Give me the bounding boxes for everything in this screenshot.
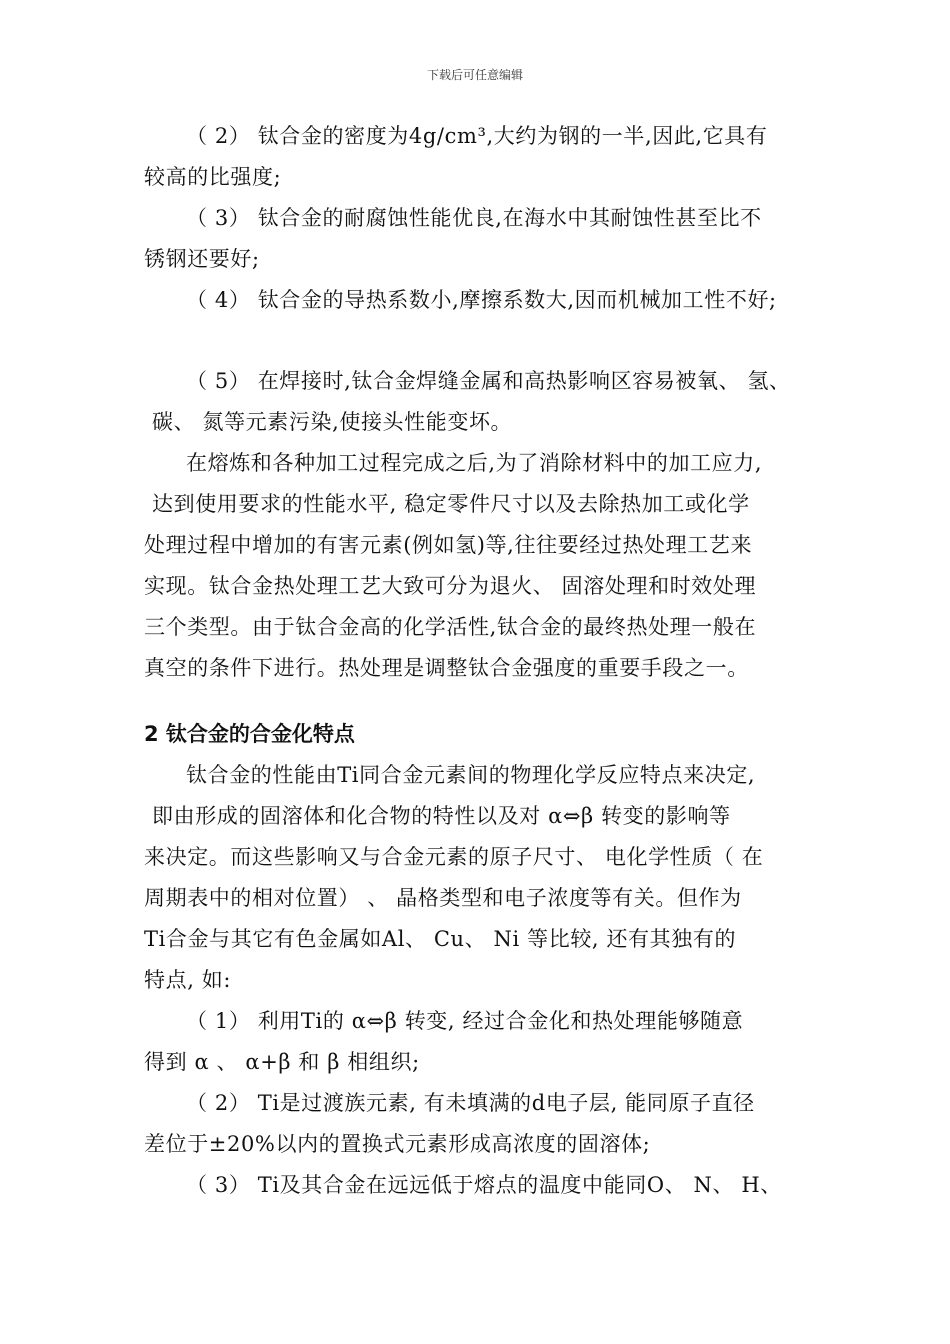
paragraph-line: （ 3） Ti及其合金在远远低于熔点的温度中能同O、 N、 H、 — [186, 1173, 782, 1197]
paragraph-line: 碳、 氮等元素污染,使接头性能变坏。 — [152, 410, 513, 434]
paragraph-line: 锈钢还要好; — [144, 247, 260, 271]
paragraph-line: 钛合金的性能由Ti同合金元素间的物理化学反应特点来决定, — [186, 763, 756, 787]
section-heading: 2 钛合金的合金化特点 — [144, 722, 355, 746]
paragraph-line: 差位于±20%以内的置换式元素形成高浓度的固溶体; — [144, 1132, 651, 1156]
paragraph-line: 周期表中的相对位置） 、 晶格类型和电子浓度等有关。但作为 — [144, 886, 742, 910]
paragraph-line: （ 5） 在焊接时,钛合金焊缝金属和高热影响区容易被氧、 氢、 — [186, 369, 791, 393]
paragraph-line: （ 4） 钛合金的导热系数小,摩擦系数大,因而机械加工性不好; — [186, 288, 777, 312]
paragraph-line: （ 2） Ti是过渡族元素, 有未填满的d电子层, 能同原子直径 — [186, 1091, 755, 1115]
paragraph-line: 在熔炼和各种加工过程完成之后,为了消除材料中的加工应力, — [186, 451, 763, 475]
paragraph-line: 达到使用要求的性能水平, 稳定零件尺寸以及去除热加工或化学 — [152, 492, 750, 516]
paragraph-line: 特点, 如: — [144, 968, 232, 992]
paragraph-line: 三个类型。由于钛合金高的化学活性,钛合金的最终热处理一般在 — [144, 615, 757, 639]
paragraph-line: Ti合金与其它有色金属如Al、 Cu、 Ni 等比较, 还有其独有的 — [144, 927, 737, 951]
paragraph-line: （ 1） 利用Ti的 α⇔β 转变, 经过合金化和热处理能够随意 — [186, 1009, 744, 1033]
paragraph-line: （ 2） 钛合金的密度为4g/cm³,大约为钢的一半,因此,它具有 — [186, 124, 768, 148]
paragraph-line: 真空的条件下进行。热处理是调整钛合金强度的重要手段之一。 — [144, 656, 749, 680]
paragraph-line: 处理过程中增加的有害元素(例如氢)等,往往要经过热处理工艺来 — [144, 533, 753, 557]
paragraph-line: 得到 α 、 α+β 和 β 相组织; — [144, 1050, 420, 1074]
paragraph-line: 较高的比强度; — [144, 165, 282, 189]
paragraph-line: 即由形成的固溶体和化合物的特性以及对 α⇔β 转变的影响等 — [152, 804, 731, 828]
page-header: 下载后可任意编辑 — [426, 68, 523, 82]
paragraph-line: 实现。钛合金热处理工艺大致可分为退火、 固溶处理和时效处理 — [144, 574, 757, 598]
paragraph-line: 来决定。而这些影响又与合金元素的原子尺寸、 电化学性质（ 在 — [144, 845, 764, 869]
paragraph-line: （ 3） 钛合金的耐腐蚀性能优良,在海水中其耐蚀性甚至比不 — [186, 206, 762, 230]
